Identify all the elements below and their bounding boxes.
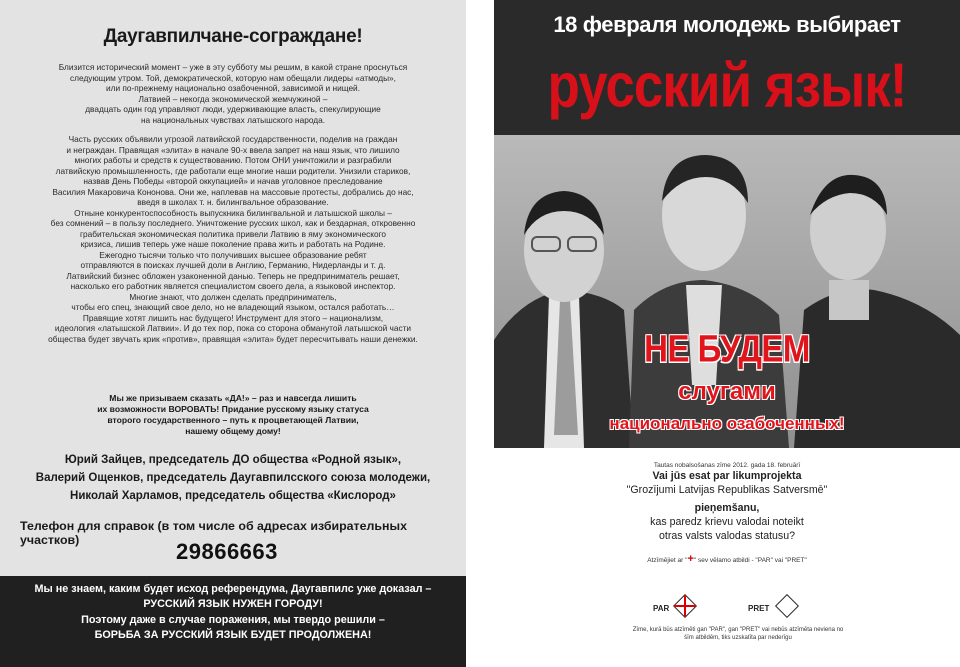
pret-label: PRET — [748, 604, 770, 613]
header-slogan: русский язык! — [547, 51, 907, 121]
ballot-sample — [494, 462, 960, 565]
par-label: PAR — [653, 604, 670, 613]
signer: Николай Харламов, председатель общества «Кислород» — [70, 490, 396, 502]
paragraph-1: Близится исторический момент – уже в эту субботу мы решим, в какой стране проснуться следующим утром. Той, демократической, которую нам обещали лидеры «атмоды», или по-прежнему национально озабоченной, зависимой и нищей. Латвией – некогда экономической жемчужиной – двадцать один год управляют люди, удерживающие власть, спекулирующие на национальных чувствах латышского народа. — [58, 62, 408, 125]
ballot-question-line: pieņemšanu, — [694, 502, 760, 514]
cross-icon: + — [687, 553, 694, 565]
ballot-question-line: Vai jūs esat par likumprojekta — [652, 470, 802, 482]
overlay-slogan-line3: национально озабоченных! — [609, 414, 845, 433]
ballot-question-line: kas paredz krievu valodai noteikt — [650, 516, 804, 528]
bottom-banner: Мы не знаем, каким будет исход референдума, Даугавпилс уже доказал – РУССКИЙ ЯЗЫК НУЖЕН ГОРОДУ! Поэтому даже в случае поражения, мы твердо решили – БОРЬБА ЗА РУССКИЙ ЯЗЫК БУДЕТ ПРОДОЛЖЕНА! — [0, 576, 466, 667]
ballot-footnote: Zīme, kurā būs atzīmēti gan "PAR", gan "PRET" vai nebūs atzīmēta neviena no šīm atbildēm, tiks uzskatīta par nederīgu — [632, 627, 844, 641]
overlay-slogan-line1: НЕ БУДЕМ — [644, 327, 810, 370]
ballot-choices — [494, 590, 960, 620]
ballot-title: Tautas nobalsošanas zīme 2012. gada 18. februārī — [653, 462, 801, 469]
par-checkbox-marked-icon[interactable] — [673, 594, 697, 618]
appeal-text: Мы же призываем сказать «ДА!» – раз и навсегда лишить их возможности ВОРОВАТЬ! Придание русскому языку статуса второго государственного – путь к процветающей Латвии, нашему общему дому! — [97, 393, 369, 436]
leaflet-body — [14, 62, 452, 353]
group-photo — [494, 135, 960, 448]
ballot-question-line: "Grozījumi Latvijas Republikas Satversmē" — [626, 484, 828, 496]
ballot-instruction: Atzīmējiet ar "+" sev vēlamo atbildi - "PAR" vai "PRET" — [647, 553, 807, 565]
left-leaflet — [0, 0, 466, 667]
ballot-question-line: otras valsts valodas statusu? — [658, 530, 796, 542]
signer: Юрий Зайцев, председатель ДО общества «Родной язык», — [64, 454, 402, 466]
pret-checkbox-icon[interactable] — [775, 594, 799, 618]
signer: Валерий Ощенков, председатель Даугавпилсского союза молодежи, — [35, 472, 431, 484]
poster-header — [494, 0, 960, 135]
phone-label: Телефон для справок (в том числе об адресах избирательных участков) — [20, 519, 407, 547]
leaflet-heading: Даугавпилчане-сограждане! — [103, 26, 363, 47]
phone-number: 29866663 — [176, 539, 278, 564]
header-title: 18 февраля молодежь выбирает — [553, 12, 901, 37]
paragraph-2: Часть русских объявили угрозой латвийской государственности, поделив на граждан и неграждан. Правящая «элита» в начале 90-х ввела запрет на наш язык, что лишило многих работы и средств к существованию. Потом ОНИ уничтожили и разграбили латвийскую промышленность, где работали еще многие наши родители. Унизили стариков, назвав День Победы «второй оккупацией» и начав уголовное преследование Василия Макаровича Кононова. Они же, наплевав на массовые протесты, добрались до нас, введя в школах т. н. билингвальное образование. Отныне конкурентоспособность выпускника билингвальной и латышской школы – без сомнений – в пользу последнего. Уничтожение русских школ, как и бездарная, откровенно грабительская экономическая политика привели Латвию в яму экономического кризиса, лишив теперь уже наше поколение права жить и работать на Родине. Ежегодно тысячи только что получивших высшее образование ребят отправляются в поисках лучшей доли в Англию, Германию, Нидерланды и т. д. Латвийский бизнес обложен узаконенной данью. Теперь не предприниматель решает, насколько его работник является специалистом своего дела, а языковой инспектор. Многие знают, что должен сделать предприниматель, чтобы его спец, знающий свое дело, но не владеющий языком, остался работать… Правящие хотят лишить нас будущего! Инструмент для этого – национализм, идеология «латышской Латвии». И до тех пор, пока со сторона обманутой латышской части общества будет звучать крик «против», правящая «элита» будет пересчитывать наши денежки. — [48, 134, 418, 344]
signers-list — [20, 451, 446, 505]
right-poster — [494, 0, 960, 667]
overlay-slogan-line2: слугами — [678, 378, 776, 405]
